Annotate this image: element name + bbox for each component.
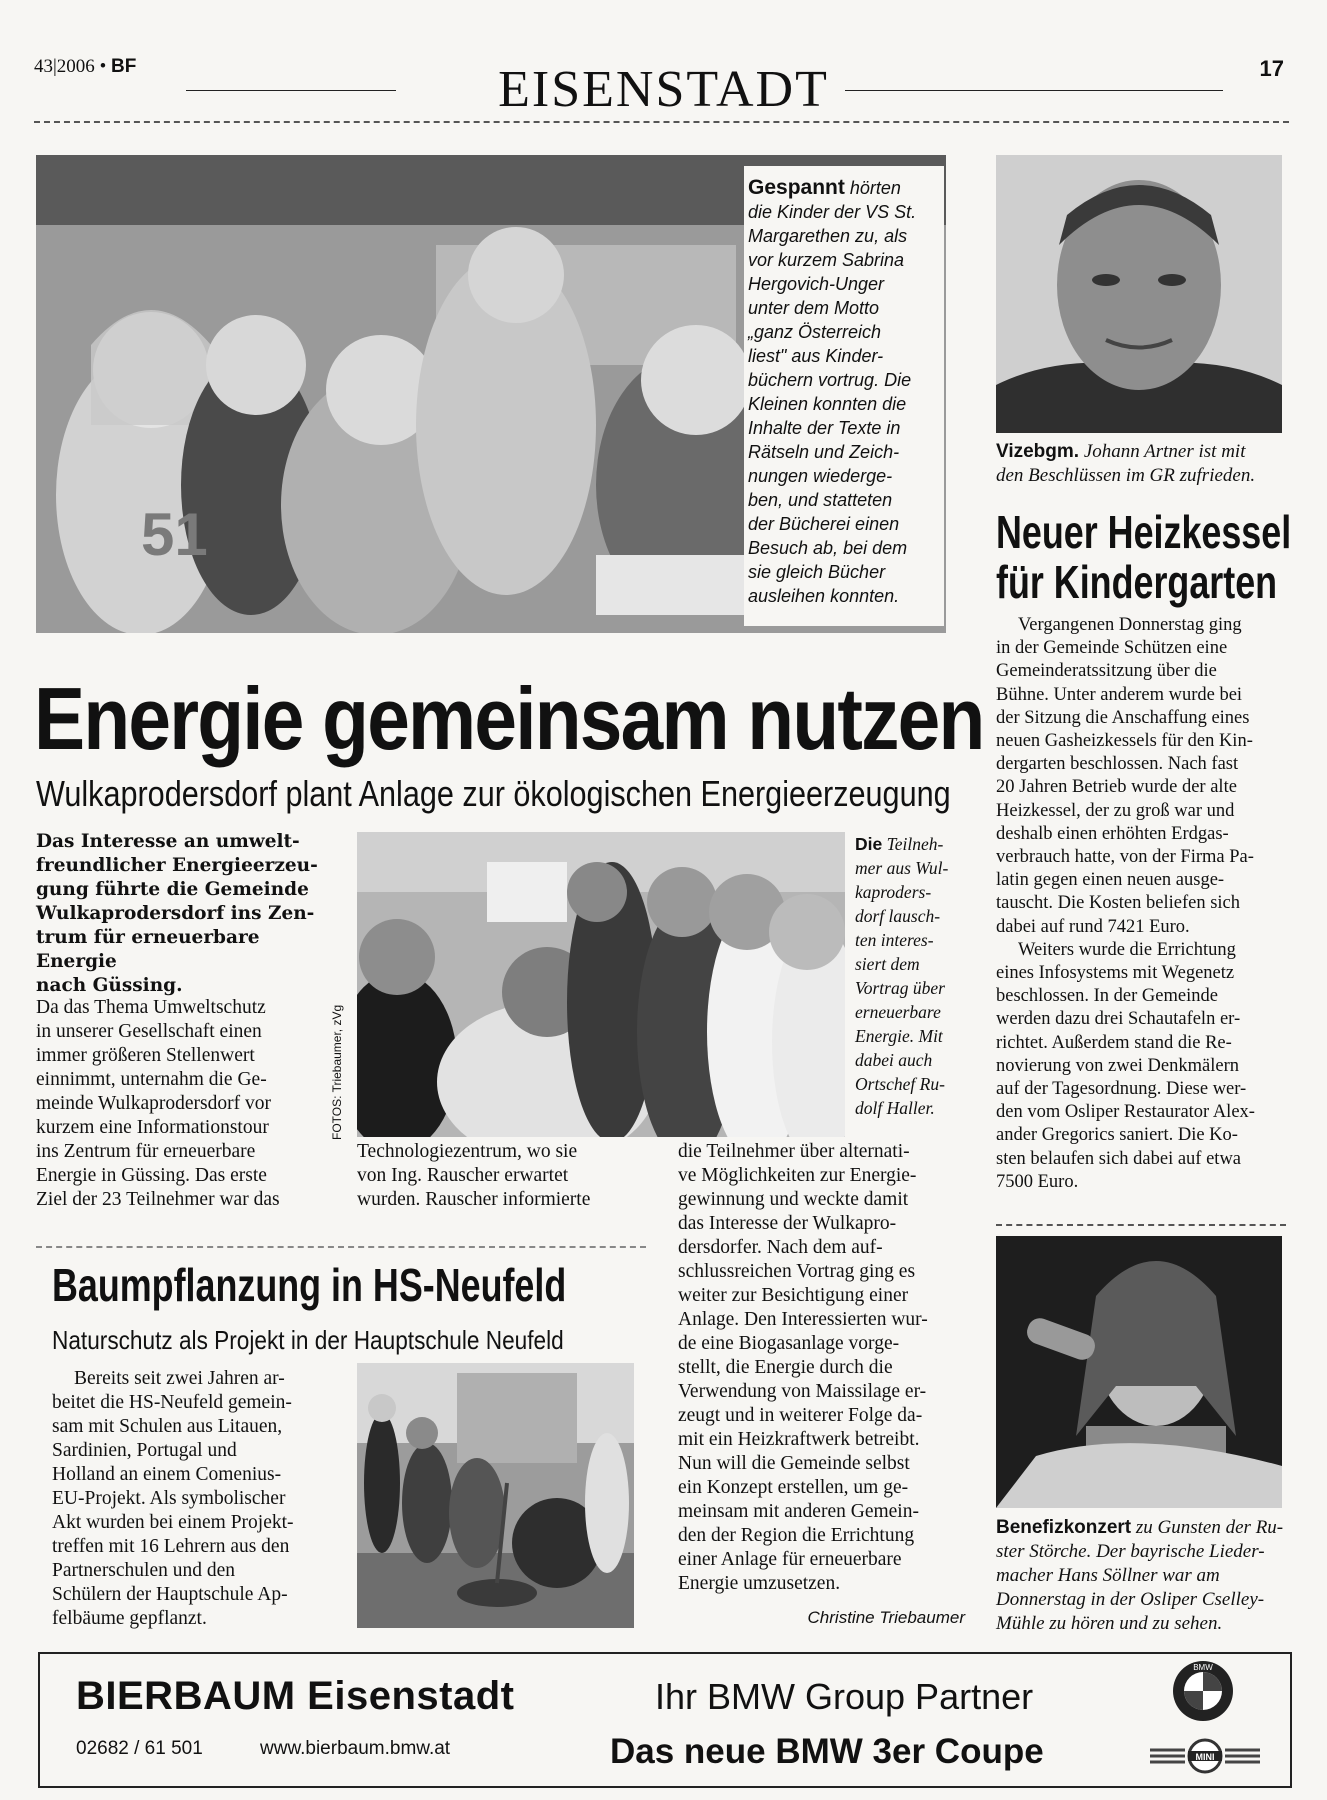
ad-phone: 02682 / 61 501 [76, 1738, 203, 1759]
caption-lead: Gespannt [748, 176, 845, 199]
svg-text:BMW: BMW [1193, 1663, 1213, 1672]
meeting-caption: Die Teilneh- mer aus Wul- kaproders- dorf lausch- ten interes- siert dem Vortrag über erneuerbare Energie. Mit dabei auch Ortschef Ru- dolf Haller. [855, 834, 949, 1118]
meeting-photo [357, 832, 845, 1137]
tree-divider [36, 1246, 646, 1248]
side-article-body: Vergangenen Donnerstag ging in der Gemeinde Schützen eine Gemeinderatssitzung über die Bühne. Unter anderem wurde bei der Sitzung die Anschaffung eines neuen Gasheizkessels für den Kin- dergarten beschlossen. Nach fast 20 Jahren Betrieb wurde der alte Heizkessel, der zu groß war und deshalb einen erhöhten Erdgas- verbrauch hatte, von der Firma Pa- latin gegen einen neuen ausge- tauscht. Die Kosten beliefen sich dabei auf rund 7421 Euro. Weiters wurde die Errichtung eines Infosystems mit Wegenetz beschlossen. In der Gemeinde werden dazu drei Schautafeln er- richtet. Außerdem stand die Re- novierung von zwei Denkmälern auf der Tagesordnung. Diese wer- den vom Osliper Restaurator Alex- ander Gregorics saniert. Die Ko- sten belaufen sich dabei auf etwa 7500 Euro. [996, 615, 1255, 1192]
header-rule-right [845, 90, 1223, 91]
header-divider [34, 121, 1289, 123]
main-subhead: Wulkaprodersdorf plant Anlage zur ökologischen Energieerzeugung [36, 773, 951, 814]
issue-label: 43|2006 • BF [34, 56, 137, 77]
side-divider [996, 1224, 1286, 1226]
svg-text:51: 51 [141, 501, 208, 568]
bmw-ad[interactable] [38, 1652, 1292, 1788]
ad-offer: Das neue BMW 3er Coupe [610, 1732, 1044, 1771]
section-title: EISENSTADT [498, 61, 829, 118]
ad-slogan: Ihr BMW Group Partner [655, 1676, 1034, 1717]
ad-url[interactable]: www.bierbaum.bmw.at [260, 1738, 451, 1759]
main-col3: die Teilnehmer über alternati- ve Möglichkeiten zur Energie- gewinnung und weckte damit das Interesse der Wulkapro- dersdorfer. Nach dem auf- schlussreichen Vortrag ging es weiter zur Besichtigung einer Anlage. Den Interessierten wur- de eine Biogasanlage vorge- stellt, die Energie durch die Verwendung von Maissilage er- zeugt und in weiterer Folge da- mit ein Heizkraftwerk betreibt. Nun will die Gemeinde selbst ein Konzept erstellen, um ge- meinsam mit anderen Gemein- den der Region die Errichtung einer Anlage für erneuerbare Energie umzusetzen. [678, 1141, 928, 1594]
mini-logo-icon [1150, 1738, 1260, 1774]
page-number: 17 [1259, 56, 1284, 81]
main-col1: Da das Thema Umweltschutz in unserer Gesellschaft einen immer größeren Stellenwert einnimmt, unternahm die Ge- meinde Wulkaprodersdorf vor kurzem eine Informationstour ins Zentrum für erneuerbare Energie in Güssing. Das erste Ziel der 23 Teilnehmer war das [36, 997, 280, 1210]
ad-dealer: BIERBAUM Eisenstadt [76, 1674, 515, 1718]
author: Christine Triebaumer [807, 1608, 965, 1627]
bmw-logo-icon [1172, 1660, 1234, 1722]
children-caption-box [744, 166, 944, 626]
main-lead: Das Interesse an umwelt- freundlicher Energieerzeu- gung führte die Gemeinde Wulkaprodersdorf ins Zen- trum für erneuerbare Energie nach Güssing. [36, 831, 318, 996]
side-headline: Neuer Heizkessel für Kindergarten [996, 506, 1292, 608]
tree-subhead: Naturschutz als Projekt in der Hauptschule Neufeld [52, 1325, 564, 1355]
portrait-photo [996, 155, 1282, 433]
tree-photo [357, 1363, 634, 1628]
main-col2: Technologiezentrum, wo sie von Ing. Rauscher erwartet wurden. Rauscher informierte [357, 1141, 591, 1210]
concert-photo [996, 1236, 1282, 1508]
tree-headline: Baumpflanzung in HS-Neufeld [52, 1259, 567, 1311]
tree-body: Bereits seit zwei Jahren ar- beitet die HS-Neufeld gemein- sam mit Schulen aus Litauen, Sardinien, Portugal und Holland an einem Comenius- EU-Projekt. Als symbolischer Akt wurden bei einem Projekt- treffen mit 16 Lehrern aus den Partnerschulen und den Schülern der Hauptschule Ap- felbäume gepflanzt. [52, 1368, 294, 1629]
portrait-caption: Vizebgm. Johann Artner ist mit den Beschlüssen im GR zufrieden. [996, 441, 1256, 486]
children-caption: Gespannt hörten die Kinder der VS St. Margarethen zu, als vor kurzem Sabrina Hergovich-Unger unter dem Motto „ganz Österreich liest" aus Kinder- büchern vortrug. Die Kleinen konnten die Inhalte der Texte in Rätseln und Zeich- nungen wiederge- ben, und statteten der Bücherei einen Besuch ab, bei dem sie gleich Bücher ausleihen konnten. [748, 176, 917, 606]
concert-caption: Benefizkonzert zu Gunsten der Ru- ster Störche. Der bayrische Lieder- macher Hans Söllner war am Donnerstag in der Osliper Cselley- Mühle zu hören und zu sehen. [996, 1517, 1284, 1634]
main-headline: Energie gemeinsam nutzen [34, 669, 984, 768]
photo-credit: FOTOS: Triebaumer, zVg [330, 1004, 344, 1140]
svg-text:MINI: MINI [1195, 1752, 1215, 1762]
